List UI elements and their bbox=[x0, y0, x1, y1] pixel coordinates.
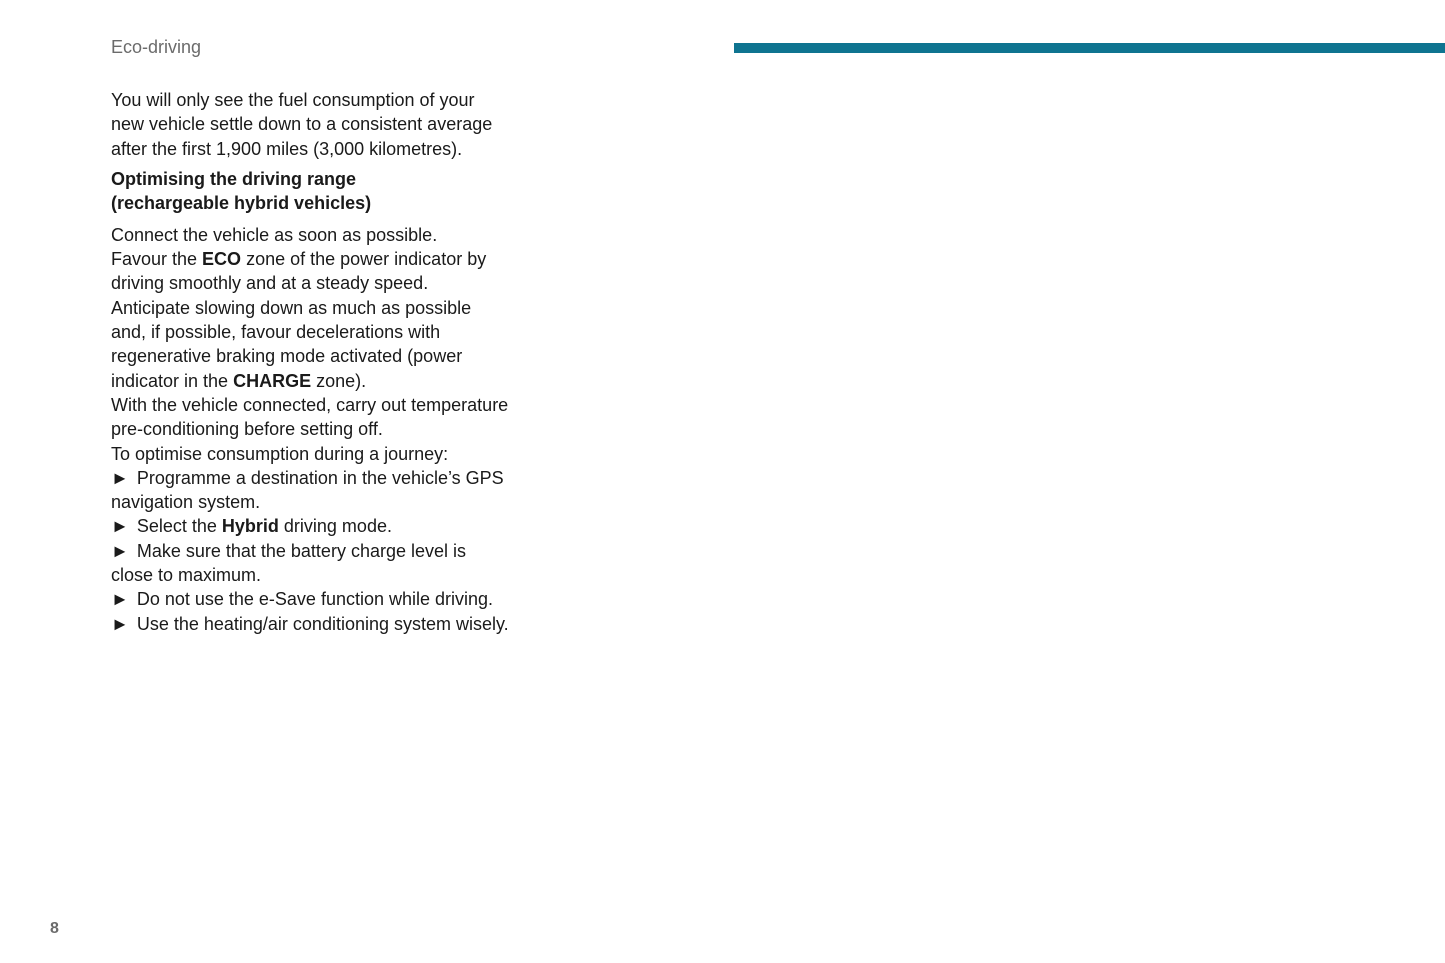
bullet-text: Select the bbox=[136, 516, 222, 537]
bullet-text: driving mode. bbox=[278, 516, 392, 537]
text: Anticipate slowing down as much as possible and, if possible, favour decelerations with regenerative braking mode activated (power indicator in the bbox=[111, 297, 472, 391]
bullet-arrow-icon: ► bbox=[111, 516, 129, 537]
section-heading bbox=[111, 167, 511, 215]
bullet-arrow-icon: ► bbox=[111, 613, 129, 634]
bullet-item-navigation bbox=[111, 466, 511, 515]
paragraph-eco-zone bbox=[111, 247, 511, 296]
text: Favour the bbox=[111, 249, 203, 270]
section-heading-line-1: Optimising the driving range bbox=[111, 168, 357, 189]
bullet-arrow-icon: ► bbox=[111, 540, 129, 561]
bullet-text: Programme a destination in the vehicle’s GPS navigation system. bbox=[111, 467, 504, 513]
bullet-text: Use the heating/air conditioning system wisely. bbox=[136, 613, 509, 634]
section-heading-line-2: (rechargeable hybrid vehicles) bbox=[111, 192, 372, 213]
main-content bbox=[111, 88, 511, 636]
paragraph-connect: Connect the vehicle as soon as possible. bbox=[111, 224, 438, 245]
paragraph-anticipate bbox=[111, 296, 511, 393]
intro-paragraph: You will only see the fuel consumption of your new vehicle settle down to a consistent average after the first 1,900 miles (3,000 kilometres). bbox=[111, 90, 493, 159]
text: zone). bbox=[311, 370, 367, 391]
bullet-item-battery bbox=[111, 539, 511, 588]
bullet-item-heating bbox=[111, 612, 511, 636]
bullet-text: Do not use the e-Save function while driving. bbox=[136, 589, 494, 610]
bullet-item-esave bbox=[111, 587, 511, 611]
eco-term: ECO bbox=[202, 249, 242, 270]
bullet-arrow-icon: ► bbox=[111, 467, 129, 488]
paragraph-optimise-intro: To optimise consumption during a journey: bbox=[111, 443, 449, 464]
text: zone of the power indicator by driving smoothly and at a steady speed. bbox=[111, 249, 487, 294]
page-number: 8 bbox=[50, 920, 59, 937]
charge-term: CHARGE bbox=[233, 370, 312, 391]
bullet-arrow-icon: ► bbox=[111, 589, 129, 610]
header-accent-bar bbox=[734, 43, 1445, 53]
bullet-item-hybrid-mode bbox=[111, 514, 511, 538]
paragraph-preconditioning: With the vehicle connected, carry out temperature pre-conditioning before setting off. bbox=[111, 394, 509, 440]
hybrid-term: Hybrid bbox=[221, 516, 279, 537]
section-title: Eco-driving bbox=[111, 37, 202, 57]
bullet-text: Make sure that the battery charge level is close to maximum. bbox=[111, 540, 466, 586]
